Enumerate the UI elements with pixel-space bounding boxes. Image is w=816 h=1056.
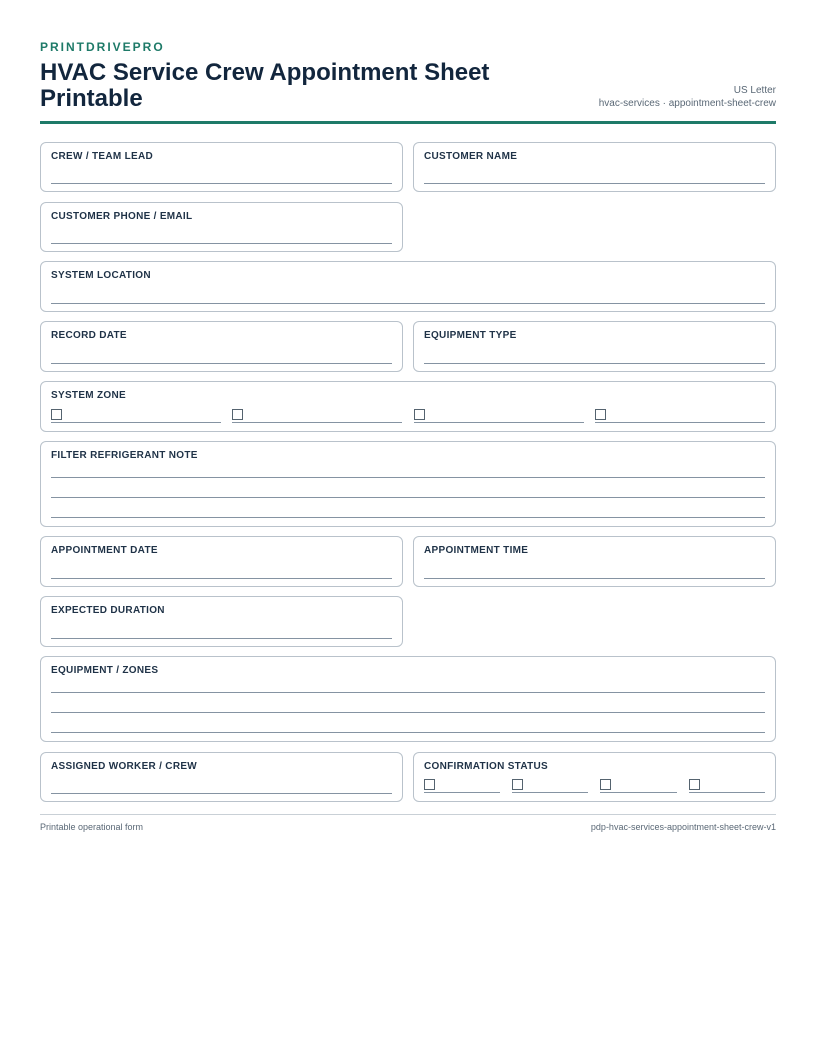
checkbox[interactable]: [512, 779, 523, 790]
form-path: hvac-services · appointment-sheet-crew: [598, 98, 776, 109]
write-line[interactable]: [51, 477, 765, 478]
field-label: EQUIPMENT TYPE: [424, 330, 517, 341]
write-line[interactable]: [51, 363, 392, 364]
zone-option-3[interactable]: [414, 409, 584, 423]
filter-note-field: [40, 441, 776, 527]
write-line[interactable]: [51, 183, 392, 184]
equipment-zones-field: [40, 656, 776, 742]
header-meta: [599, 84, 776, 110]
field-label: FILTER REFRIGERANT NOTE: [51, 450, 198, 461]
field-label: CONFIRMATION STATUS: [424, 761, 549, 772]
checkbox[interactable]: [232, 409, 243, 420]
write-line[interactable]: [51, 638, 392, 639]
write-line[interactable]: [51, 712, 765, 713]
paper-size: US Letter: [733, 85, 776, 96]
write-line[interactable]: [51, 578, 392, 579]
checkbox[interactable]: [414, 409, 425, 420]
status-option-4[interactable]: [689, 779, 765, 793]
zone-option-4[interactable]: [595, 409, 765, 423]
assigned-worker-field: [40, 752, 403, 802]
footer-left: Printable operational form: [40, 822, 144, 832]
zone-option-1[interactable]: [51, 409, 221, 423]
field-label: SYSTEM LOCATION: [51, 270, 151, 281]
checkbox[interactable]: [51, 409, 62, 420]
write-line[interactable]: [51, 732, 765, 733]
zone-option-2[interactable]: [232, 409, 402, 423]
field-label: RECORD DATE: [51, 330, 127, 341]
checkbox[interactable]: [600, 779, 611, 790]
form-page: [40, 40, 776, 832]
record-date-field: [40, 321, 403, 372]
field-label: EQUIPMENT / ZONES: [51, 665, 159, 676]
field-label: SYSTEM ZONE: [51, 390, 126, 401]
write-line[interactable]: [51, 303, 765, 304]
status-option-1[interactable]: [424, 779, 500, 793]
write-line[interactable]: [51, 793, 392, 794]
write-line[interactable]: [424, 578, 765, 579]
appointment-time-field: [413, 536, 776, 587]
field-label: APPOINTMENT DATE: [51, 545, 158, 556]
write-line[interactable]: [51, 692, 765, 693]
expected-duration-field: [40, 596, 403, 647]
field-label: APPOINTMENT TIME: [424, 545, 529, 556]
field-label: CUSTOMER NAME: [424, 151, 518, 162]
write-line[interactable]: [424, 363, 765, 364]
write-line[interactable]: [51, 497, 765, 498]
checkbox[interactable]: [689, 779, 700, 790]
field-label: ASSIGNED WORKER / CREW: [51, 761, 198, 772]
form-header: [40, 40, 776, 124]
checkbox[interactable]: [424, 779, 435, 790]
status-option-2[interactable]: [512, 779, 588, 793]
page-title: HVAC Service Crew Appointment Sheet Printable: [40, 59, 490, 112]
write-line[interactable]: [424, 183, 765, 184]
confirmation-status-field: [413, 752, 776, 802]
footer-divider: [40, 814, 776, 815]
appointment-date-field: [40, 536, 403, 587]
field-label: CUSTOMER PHONE / EMAIL: [51, 211, 193, 222]
footer-right: pdp-hvac-services-appointment-sheet-crew-v1: [590, 822, 776, 832]
customer-name-field: [413, 142, 776, 192]
equipment-type-field: [413, 321, 776, 372]
status-option-3[interactable]: [600, 779, 677, 793]
field-label: CREW / TEAM LEAD: [51, 151, 154, 162]
brand-name: PRINTDRIVEPRO: [40, 40, 165, 54]
crew-lead-field: [40, 142, 403, 192]
system-location-field: [40, 261, 776, 312]
field-label: EXPECTED DURATION: [51, 605, 165, 616]
customer-contact-field: [40, 202, 403, 252]
system-zone-field: [40, 381, 776, 432]
write-line[interactable]: [51, 243, 392, 244]
write-line[interactable]: [51, 517, 765, 518]
checkbox[interactable]: [595, 409, 606, 420]
